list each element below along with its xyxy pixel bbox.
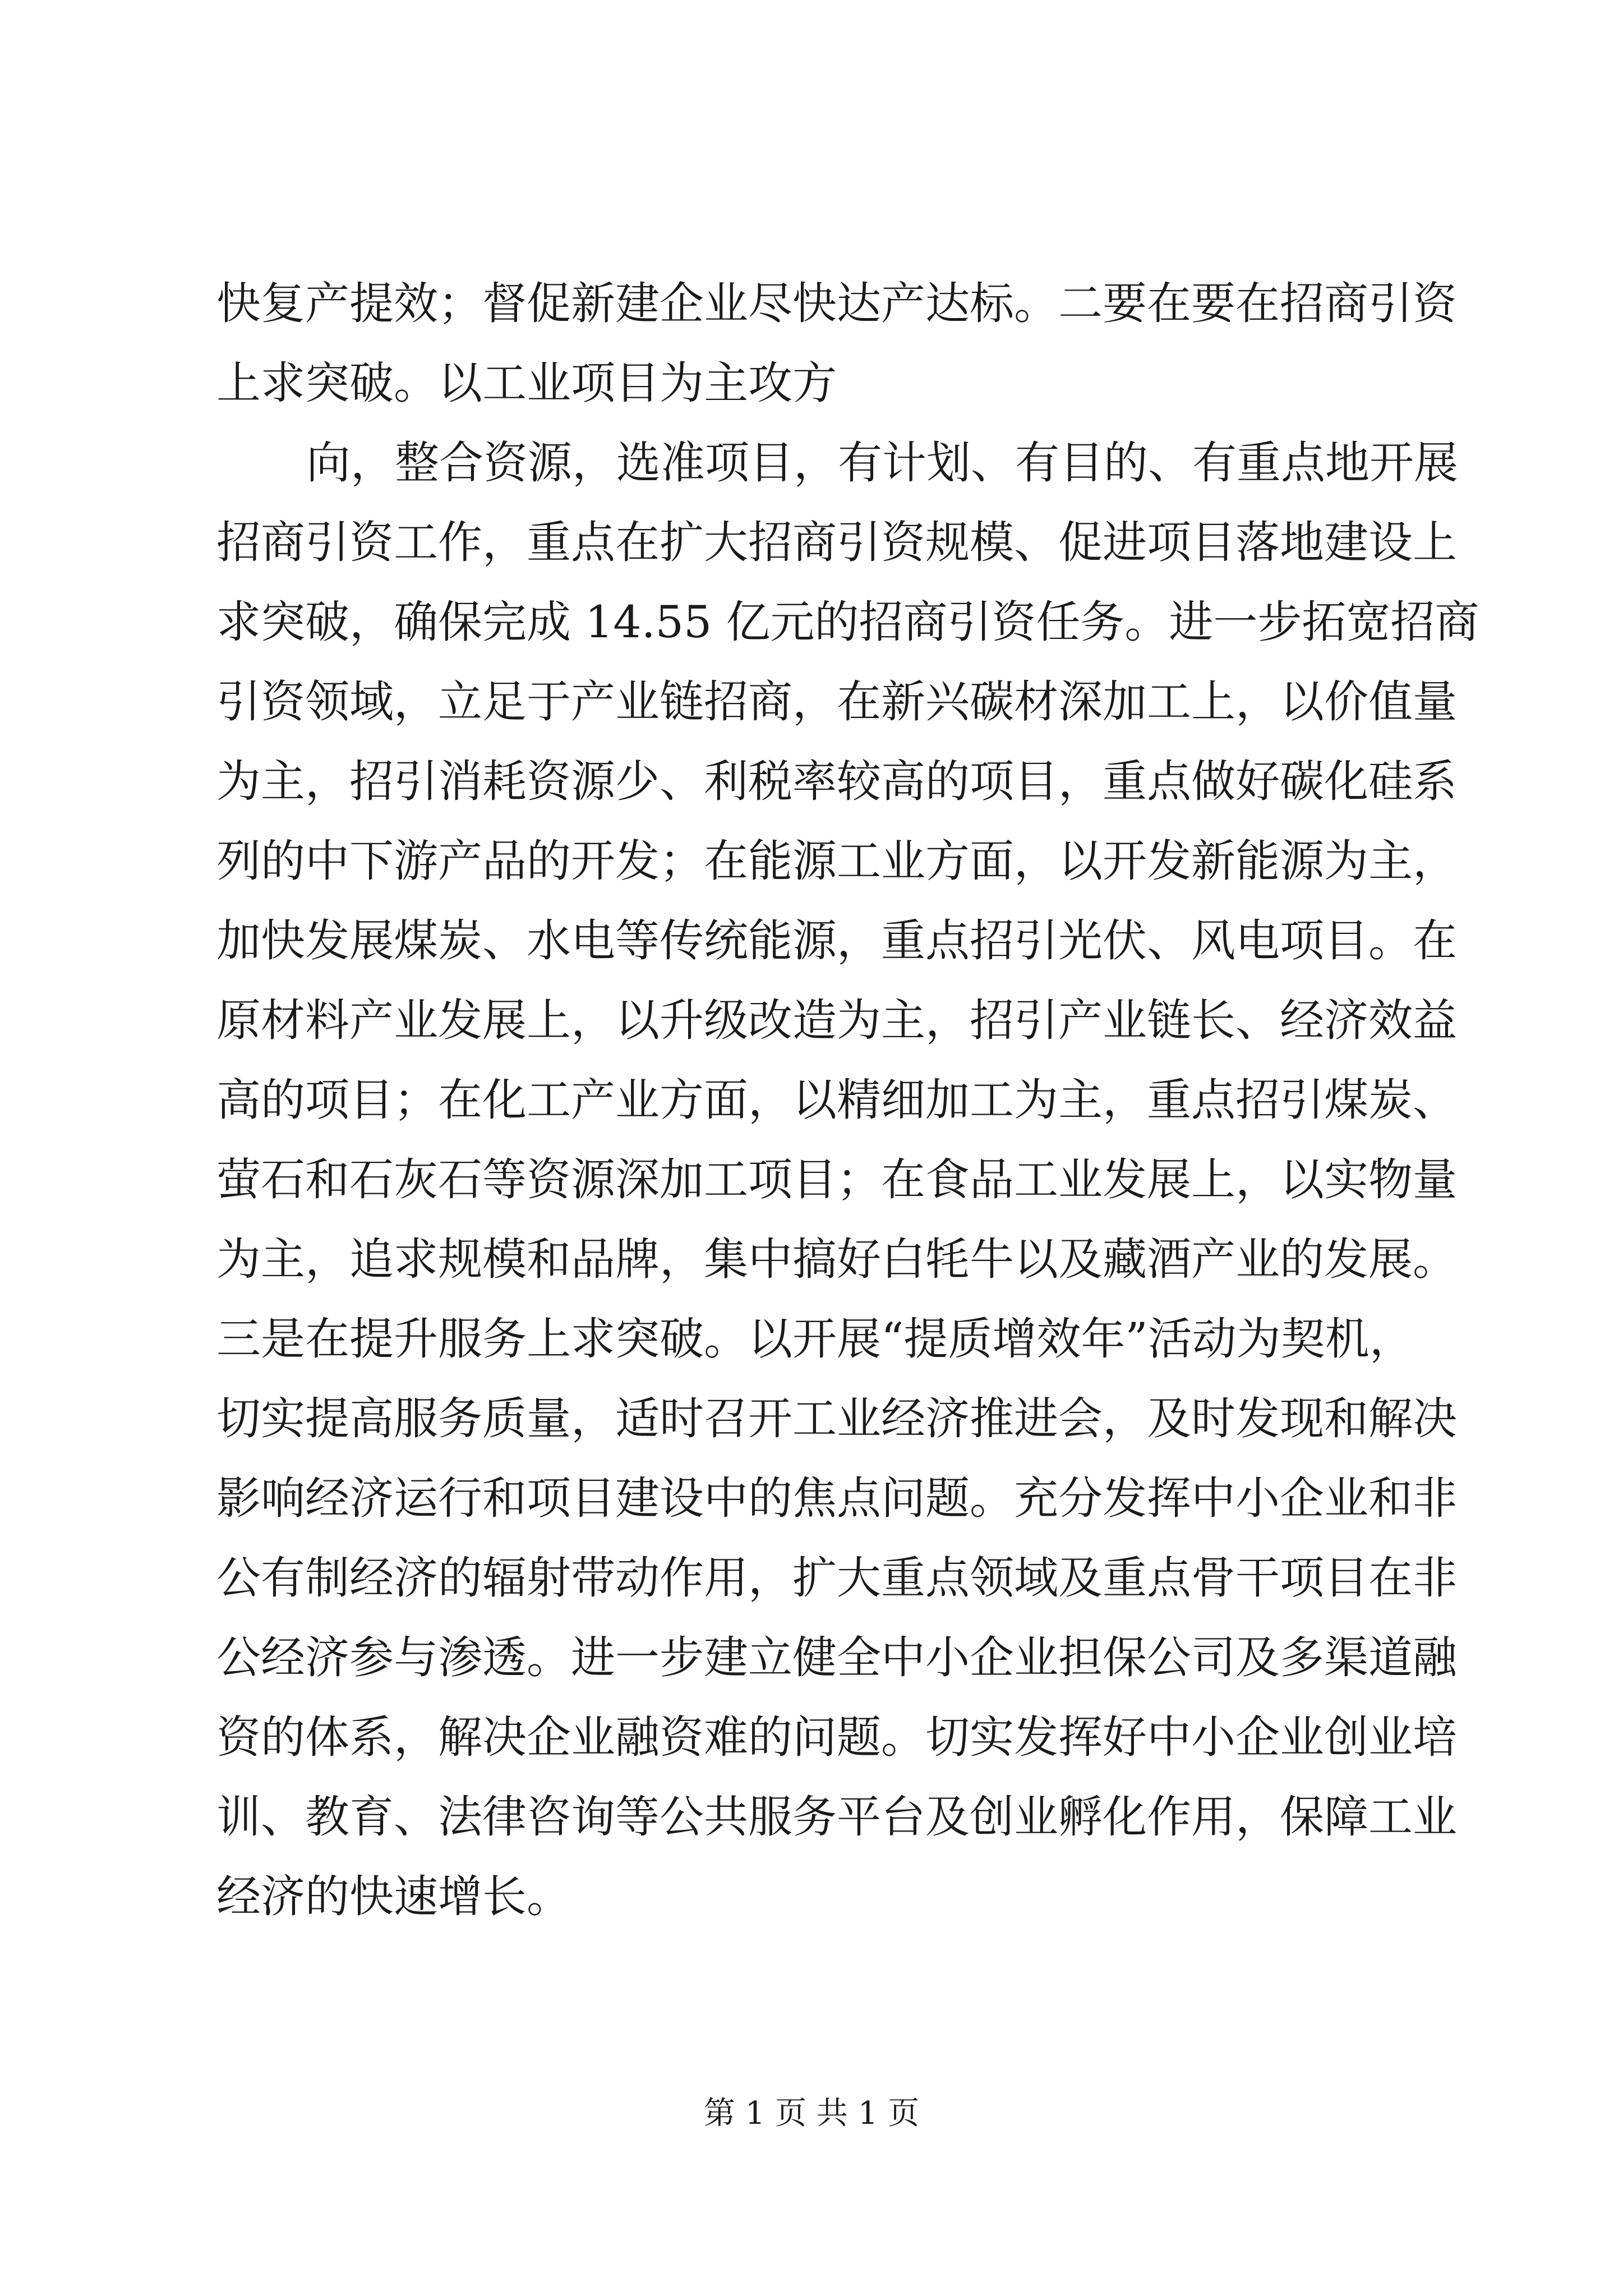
text-line: 快复产提效；督促新建企业尽快达产达标。二要在要在招商引资 [216,278,1457,329]
text-line: 求突破，确保完成 14.55 亿元的招商引资任务。进一步拓宽招商 [216,596,1479,648]
text-line: 引资领域，立足于产业链招商，在新兴碳材深加工上，以价值量 [216,676,1457,728]
text-line: 三是在提升服务上求突破。以开展“提质增效年”活动为契机， [216,1313,1414,1365]
text-line: 为主，招引消耗资源少、利税率较高的项目，重点做好碳化硅系 [216,756,1457,807]
text-line: 经济的快速增长。 [216,1871,571,1922]
text-line: 萤石和石灰石等资源深加工项目；在食品工业发展上，以实物量 [216,1154,1457,1205]
text-line: 为主，追求规模和品牌，集中搞好白牦牛以及藏酒产业的发展。 [216,1234,1457,1285]
text-line: 列的中下游产品的开发；在能源工业方面，以开发新能源为主， [216,835,1457,887]
text-line: 加快发展煤炭、水电等传统能源，重点招引光伏、风电项目。在 [216,915,1457,967]
text-line: 高的项目；在化工产业方面，以精细加工为主，重点招引煤炭、 [216,1074,1457,1126]
text-line: 上求突破。以工业项目为主攻方 [216,357,837,409]
text-line: 切实提高服务质量，适时召开工业经济推进会，及时发现和解决 [216,1393,1457,1444]
text-line: 影响经济运行和项目建设中的焦点问题。充分发挥中小企业和非 [216,1473,1457,1524]
body-text [216,264,1479,1936]
page-number-footer: 第 1 页 共 1 页 [703,2095,920,2132]
text-line: 原材料产业发展上，以升级改造为主，招引产业链长、经济效益 [216,995,1457,1046]
text-line: 资的体系，解决企业融资难的问题。切实发挥好中小企业创业培 [216,1711,1457,1763]
text-line: 公有制经济的辐射带动作用，扩大重点领域及重点骨干项目在非 [216,1552,1457,1604]
text-line: 公经济参与渗透。进一步建立健全中小企业担保公司及多渠道融 [216,1632,1457,1683]
text-line: 向，整合资源，选准项目，有计划、有目的、有重点地开展 [306,437,1458,489]
text-line: 训、教育、法律咨询等公共服务平台及创业孵化作用，保障工业 [216,1791,1457,1843]
text-line: 招商引资工作，重点在扩大招商引资规模、促进项目落地建设上 [216,517,1457,568]
